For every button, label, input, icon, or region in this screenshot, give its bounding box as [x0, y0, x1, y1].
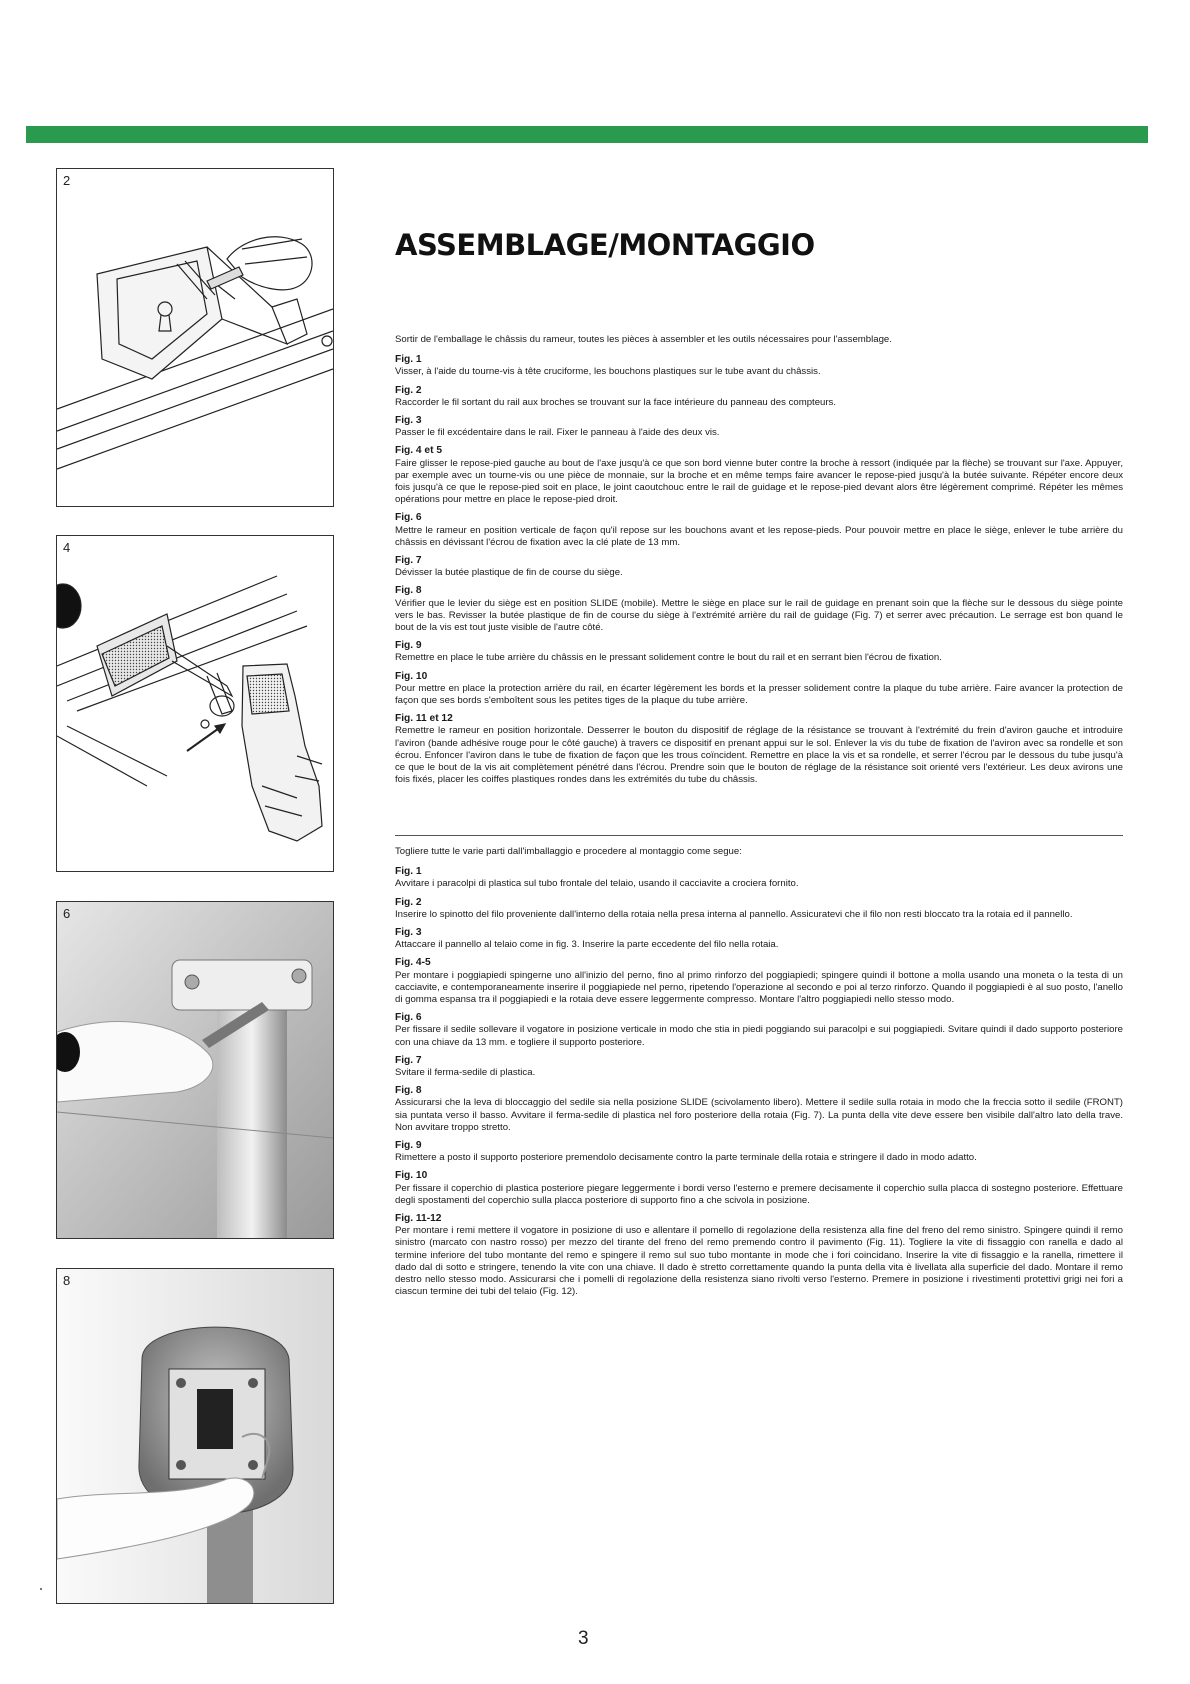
figure-6 [56, 901, 334, 1239]
step-label: Fig. 1 [395, 354, 422, 366]
step-text: Raccorder le fil sortant du rail aux broches se trouvant sur la face intérieure du panneau des compteurs. [395, 396, 837, 408]
step-label: Fig. 4-5 [395, 957, 431, 969]
step-label: Fig. 1 [395, 866, 422, 878]
step-text: Avvitare i paracolpi di plastica sul tubo frontale del telaio, usando il cacciavite a crociera fornito. [395, 878, 799, 890]
step-text: Remettre le rameur en position horizontale. Desserrer le bouton du dispositif de réglage de la résistance se trouvant à l'extrémité du frein d'aviron gauche et introduire l'aviron (bande adhésive rouge pour le côté gauche) à travers ce dispositif en prenant appui sur le sol. Enlever la vis du tube de fixation de l'aviron avec sa rondelle et son écrou. Enfoncer l'aviron dans le tube de fixation de façon que les trous coïncident. Remettre en place la vis et sa rondelle, et serrer l'écrou par le dessous du tube jusqu'à ce que le bout de la vis ait complètement pénétré dans l'écrou. Prendre soin que le bouton de réglage de la résistance soit orienté vers l'extérieur. Les deux avirons une fois fixés, placer les coiffes plastiques rondes dans les extrémités du tube du châssis. [395, 725, 1123, 786]
french-step [395, 640, 1123, 664]
step-label: Fig. 10 [395, 1170, 428, 1182]
step-label: Fig. 8 [395, 1085, 422, 1097]
step-label: Fig. 8 [395, 585, 422, 597]
scan-mark [40, 1588, 42, 1590]
french-step [395, 512, 1123, 549]
italian-step [395, 1012, 1123, 1049]
italian-step [395, 897, 1123, 921]
step-text: Dévisser la butée plastique de fin de course du siège. [395, 567, 623, 579]
step-label: Fig. 9 [395, 1140, 422, 1152]
step-text: Vérifier que le levier du siège est en position SLIDE (mobile). Mettre le siège en place sur le rail de guidage en prenant soin que la flèche sur le dessous du siège pointe vers le bas. Revisser la butée plastique de fin de course du siège à l'extrémité arrière du rail de guidage (Fig. 7) et serrer avec précaution. Le serrage est bon quand le bout de la vis est tout juste visible de l'autre côté. [395, 597, 1123, 634]
step-label: Fig. 2 [395, 896, 422, 908]
section-divider [395, 835, 1123, 836]
step-label: Fig. 2 [395, 384, 422, 396]
figure-8-photo [57, 1269, 333, 1603]
french-step [395, 585, 1123, 634]
step-label: Fig. 3 [395, 927, 422, 939]
page-number: 3 [578, 1628, 589, 1649]
step-text: Per montare i poggiapiedi spingerne uno all'inizio del perno, fino al primo rinforzo del poggiapiedi; spingere quindi il bottone a molla usando una moneta o la testa di un cacciavite, e contemporaneamente inserire il poggiapiede nel perno, ripetendo l'operazione al secondo e poi al terzo rinforzo. Quando il poggiapiedi è al suo posto, l'anello di gomma espansa tra il poggiapiedi e la rotaia deve essere leggermente compresso. Montare l'altro poggiapiedi nello stesso modo. [395, 969, 1123, 1006]
step-label: Fig. 6 [395, 512, 422, 524]
figure-number: 4 [63, 540, 71, 555]
step-text: Pour mettre en place la protection arrière du rail, en écarter légèrement les bords et la presser solidement contre la plaque du tube arrière. Faire avancer la protection de façon que ses bords s'emboîtent sous les petites tiges de la plaque du tube arrière. [395, 682, 1123, 707]
italian-step [395, 1213, 1123, 1298]
italian-step [395, 1140, 1123, 1164]
step-text: Faire glisser le repose-pied gauche au bout de l'axe jusqu'à ce que son bord vienne buter contre la broche à ressort (indiquée par la flèche) se trouvant sur l'axe. Appuyer, par exemple avec un tourne-vis ou une pièce de monnaie, sur la broche et en même temps faire avancer le repose-pied jusqu'à la butée suivante. Répéter encore deux fois jusqu'à ce que le repose-pied soit en place, le joint caoutchouc entre le rail de guidage et le repose-pied devant alors être légèrement comprimé. Répéter les mêmes opérations pour mettre en place le repose-pied droit. [395, 457, 1123, 506]
italian-step [395, 957, 1123, 1006]
step-text: Per fissare il sedile sollevare il vogatore in posizione verticale in modo che stia in piedi poggiando sui paracolpi e sui poggiapiedi. Svitare quindi il dado supporto posteriore con una chiave da 13 mm. e togliere il supporto posteriore. [395, 1024, 1123, 1048]
step-label: Fig. 11-12 [395, 1213, 442, 1225]
french-intro: Sortir de l'emballage le châssis du rameur, toutes les pièces à assembler et les outils nécessaires pour l'assemblage. [395, 334, 892, 345]
step-text: Mettre le rameur en position verticale de façon qu'il repose sur les bouchons avant et les repose-pieds. Pour pouvoir mettre en place le siège, enlever le tube arrière du châssis en dévissant l'écrou de fixation avec la clé plate de 13 mm. [395, 524, 1123, 548]
italian-intro: Togliere tutte le varie parti dall'imballaggio e procedere al montaggio come segue: [395, 846, 742, 857]
step-label: Fig. 9 [395, 640, 422, 652]
figure-2 [56, 168, 334, 507]
figure-number: 6 [63, 906, 71, 921]
step-text: Svitare il ferma-sedile di plastica. [395, 1067, 536, 1079]
french-instructions [395, 334, 1123, 793]
french-step [395, 415, 1123, 439]
step-text: Rimettere a posto il supporto posteriore premendolo decisamente contro la parte terminale della rotaia e stringere il dado in modo adatto. [395, 1152, 977, 1164]
step-text: Attaccare il pannello al telaio come in fig. 3. Inserire la parte eccedente del filo nella rotaia. [395, 939, 779, 951]
page-title: ASSEMBLAGE/MONTAGGIO [395, 228, 815, 262]
step-label: Fig. 7 [395, 1054, 422, 1066]
step-label: Fig. 4 et 5 [395, 445, 442, 457]
figure-2-illustration [57, 169, 333, 506]
figure-4 [56, 535, 334, 872]
italian-instructions [395, 846, 1123, 1305]
italian-step [395, 1085, 1123, 1134]
step-label: Fig. 3 [395, 415, 422, 427]
figure-4-illustration [57, 536, 333, 871]
french-step [395, 385, 1123, 409]
step-text: Remettre en place le tube arrière du châssis en le pressant solidement contre le bout du rail et en serrant bien l'écrou de fixation. [395, 652, 942, 664]
italian-step [395, 927, 1123, 951]
italian-step [395, 1055, 1123, 1079]
french-step [395, 713, 1123, 786]
figure-6-photo [57, 902, 333, 1238]
step-text: Passer le fil excédentaire dans le rail. Fixer le panneau à l'aide des deux vis. [395, 427, 720, 439]
italian-step [395, 1170, 1123, 1207]
italian-step [395, 866, 1123, 890]
step-text: Inserire lo spinotto del filo proveniente dall'interno della rotaia nella presa interna al pannello. Assicuratevi che il filo non resti bloccato tra la rotaia ed il pannello. [395, 908, 1073, 920]
step-label: Fig. 11 et 12 [395, 713, 453, 725]
french-step [395, 555, 1123, 579]
french-step [395, 445, 1123, 506]
step-label: Fig. 6 [395, 1012, 422, 1024]
french-step [395, 671, 1123, 708]
figure-number: 2 [63, 173, 71, 188]
step-text: Per fissare il coperchio di plastica posteriore piegare leggermente i bordi verso l'esterno e premere decisamente il coperchio sulla placca di sostegno posteriore. Effettuare degli spostamenti del coperchio sulla placca posteriore di supporto fino a che scivola in posizione. [395, 1182, 1123, 1206]
figure-8 [56, 1268, 334, 1604]
step-text: Visser, à l'aide du tourne-vis à tête cruciforme, les bouchons plastiques sur le tube avant du châssis. [395, 366, 821, 378]
figure-number: 8 [63, 1273, 71, 1288]
step-text: Per montare i remi mettere il vogatore in posizione di uso e allentare il pomello di regolazione della resistenza alla fine del freno del remo sinistro. Spingere quindi il remo sinistro (marcato con nastro rosso) per mezzo del tirante del freno del remo premendo contro il pavimento (Fig. 11). Togliere la vite di fissaggio con ranella e dado al termine inferiore del tubo montante del remo e spingere il remo sul suo tubo montante in mode che i fori coincidano. Inserire la vite di fissaggio e la ranella, rimettere il dado dal di sotto e stringere, tenendo la vite con una chiave. Il dado è stretto correttamente quando la punta della vita è livellata alla superficie del dado. Montare il remo destro nello stesso modo. Assicurarsi che i pomelli di regolazione della resistenza siano rivolti verso l'esterno. Premere in posizione i rivestimenti protettivi grigi nei fori a ciascun termine dei tubi del telaio (Fig. 12). [395, 1225, 1123, 1298]
step-label: Fig. 7 [395, 555, 422, 567]
step-label: Fig. 10 [395, 670, 428, 682]
header-green-bar [26, 126, 1148, 143]
french-step [395, 354, 1123, 378]
step-text: Assicurarsi che la leva di bloccaggio del sedile sia nella posizione SLIDE (scivolamento libero). Mettere il sedile sulla rotaia in modo che la freccia sotto il sedile (FRONT) sia puntata verso il basso. Avvitare il ferma-sedile di plastica nel foro posteriore della rotaia (Fig. 7). La punta della vite deve essere ben visibile dall'altro lato della trave. Non avvitare troppo stretto. [395, 1097, 1123, 1133]
